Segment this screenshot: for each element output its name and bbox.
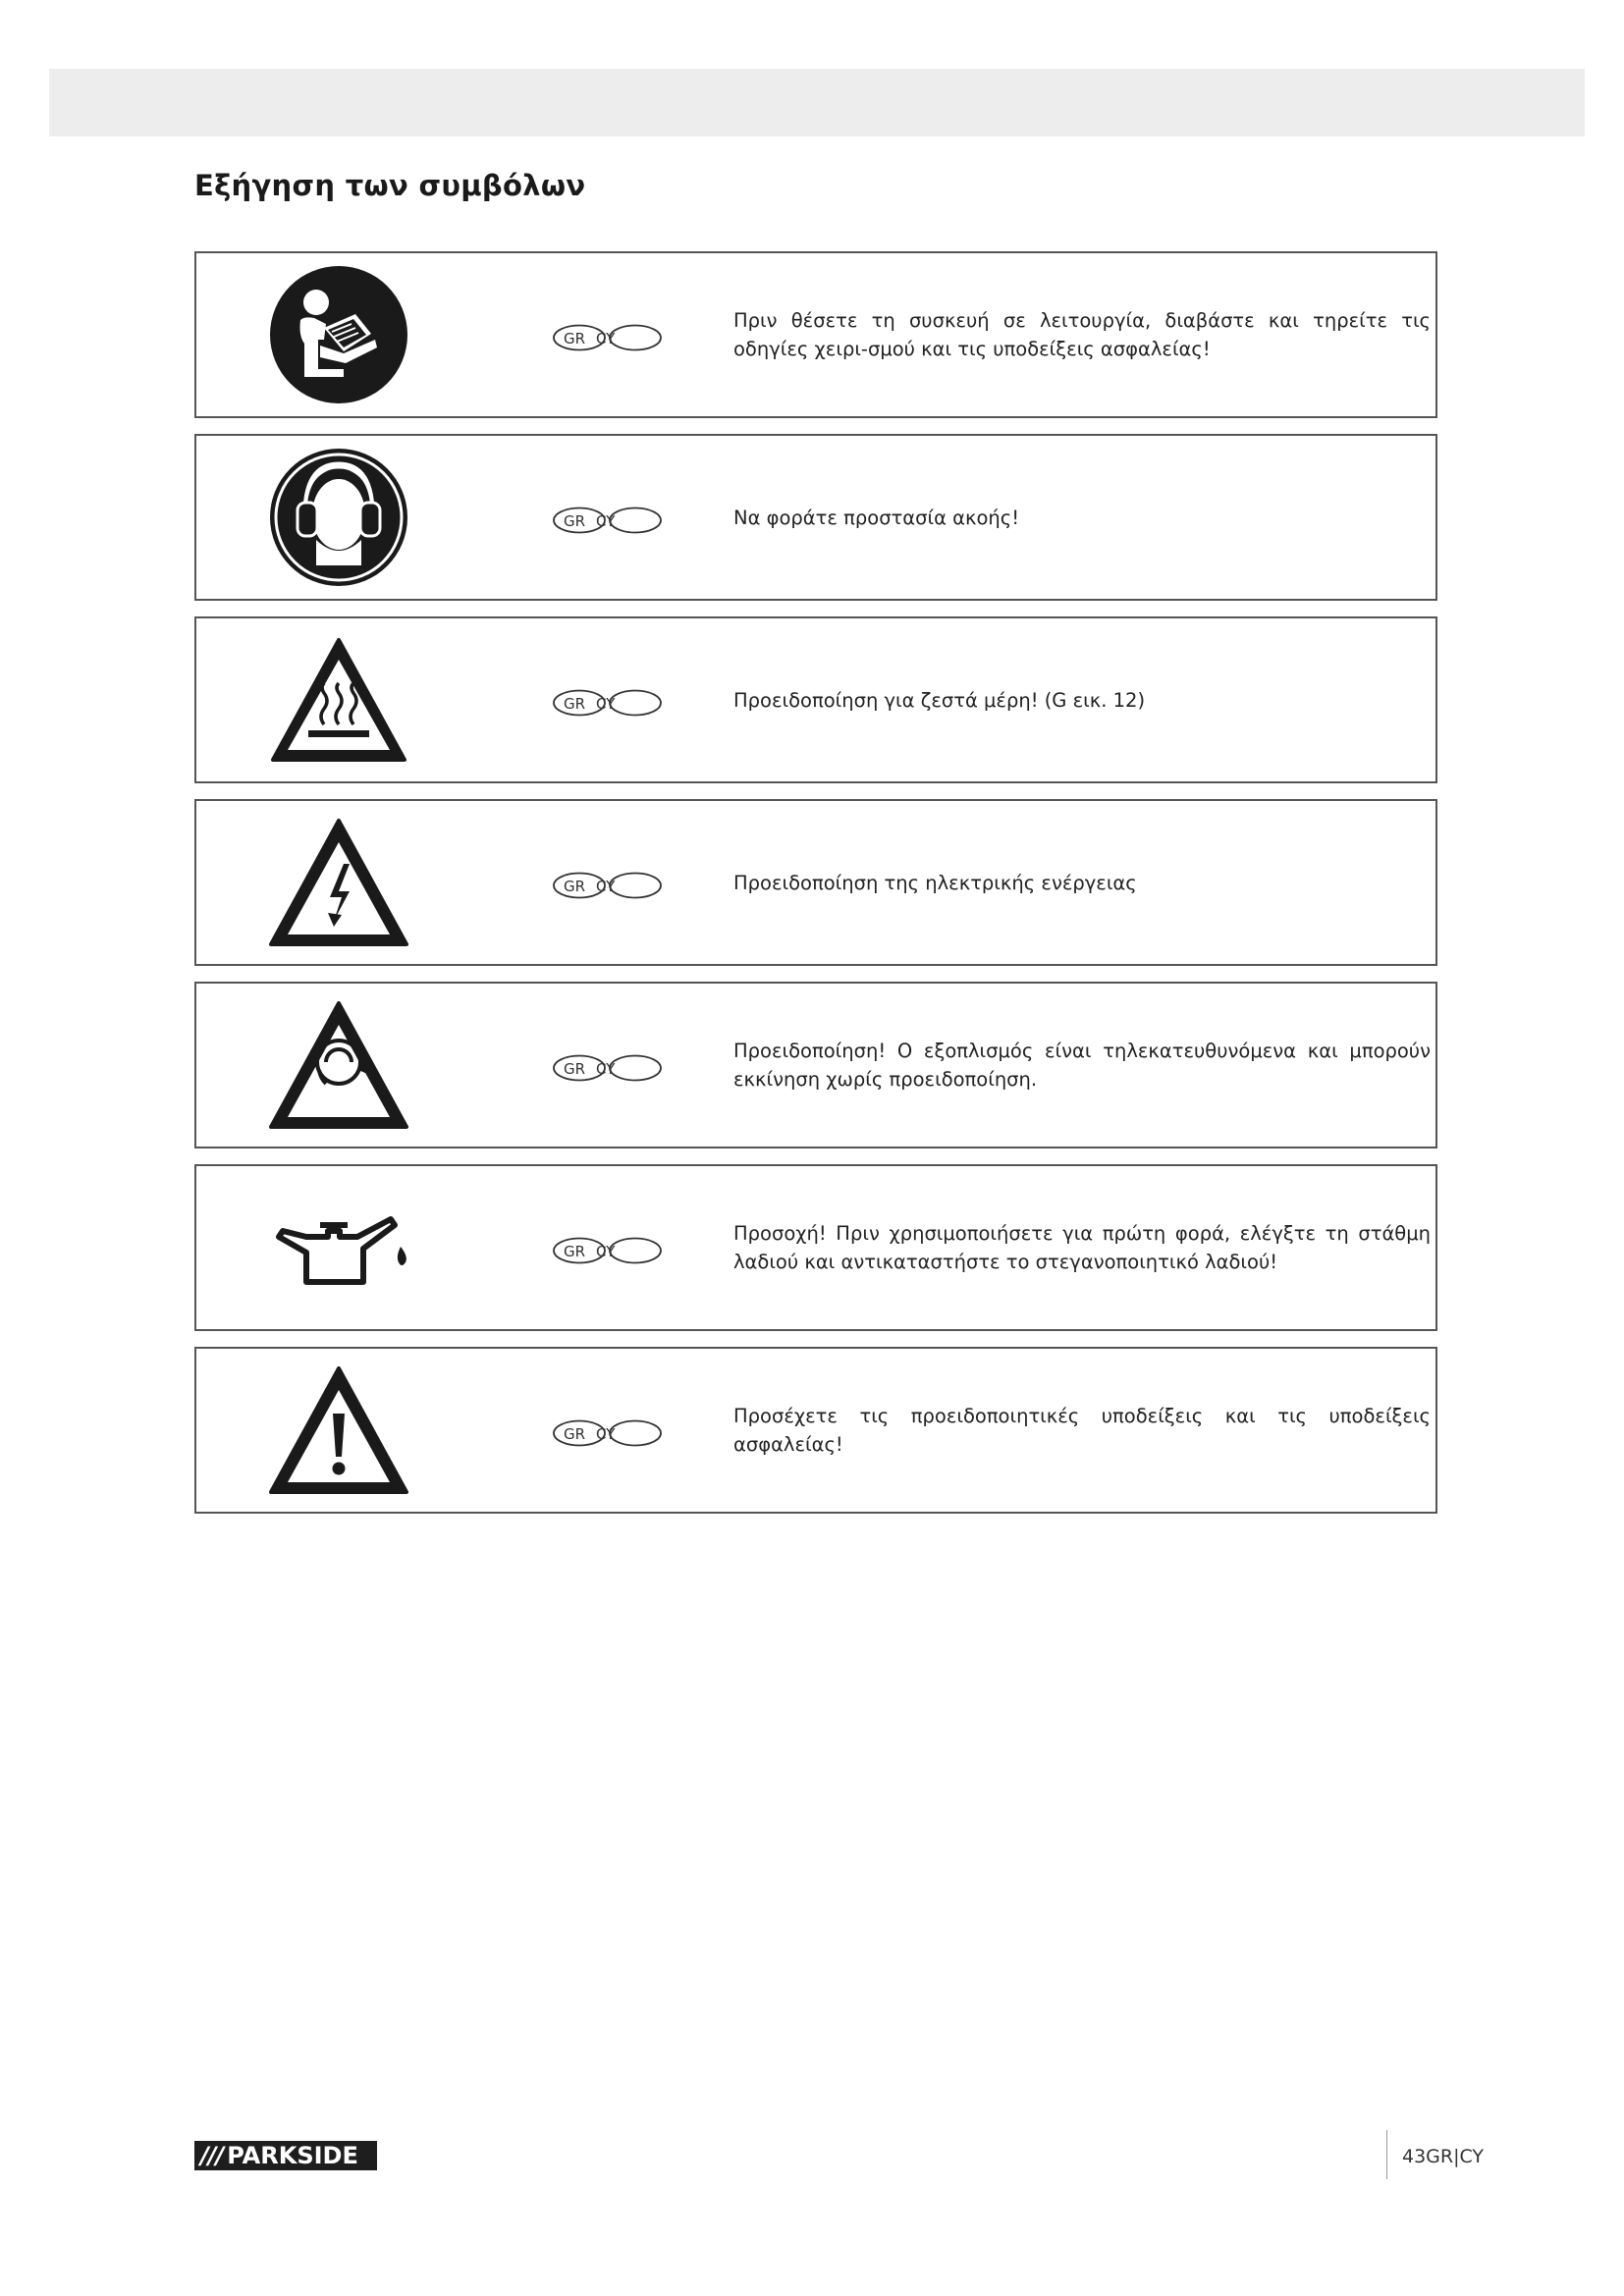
footer-divider — [1386, 2130, 1387, 2179]
badge-cy-label: CY — [596, 1243, 616, 1260]
header-band — [49, 69, 1585, 136]
badge-gr-label: GR — [564, 1060, 586, 1078]
parkside-logo: /// PARKSIDE — [194, 2141, 377, 2170]
read-manual-icon — [265, 263, 412, 406]
country-badge — [551, 323, 665, 352]
electrical-hazard-warning-icon — [265, 811, 412, 954]
badge-gr-label: GR — [564, 1425, 586, 1443]
symbol-row — [194, 982, 1437, 1148]
badge-gr-label: GR — [564, 512, 586, 530]
symbol-description: Πριν θέσετε τη συσκευή σε λειτουργία, διαβάστε και τηρείτε τις οδηγίες χειρι-σμού και τις υποδείξεις ασφαλείας! — [733, 309, 1431, 360]
automatic-start-warning-icon — [265, 993, 412, 1137]
country-badge — [551, 1236, 665, 1265]
page-title: Εξήγηση των συμβόλων — [194, 169, 586, 202]
symbol-row — [194, 616, 1437, 783]
symbol-row — [194, 251, 1437, 418]
hot-surface-warning-icon — [265, 628, 412, 772]
country-badge — [551, 871, 665, 900]
symbol-description: Προσοχή! Πριν χρησιμοποιήσετε για πρώτη φορά, ελέγξτε τη στάθμη λαδιού και αντικαταστήστε το στεγανοποιητικό λαδιού! — [733, 1222, 1431, 1273]
badge-cy-label: CY — [596, 1425, 616, 1443]
symbol-description: Προσέχετε τις προειδοποιητικές υποδείξεις και τις υποδείξεις ασφαλείας! — [733, 1405, 1431, 1456]
symbol-description: Προειδοποίηση της ηλεκτρικής ενέργειας — [733, 871, 1137, 894]
symbol-row — [194, 1347, 1437, 1514]
symbol-description: Προειδοποίηση για ζεστά μέρη! (G εικ. 12) — [733, 688, 1146, 712]
badge-cy-label: CY — [596, 695, 616, 713]
symbol-row — [194, 434, 1437, 601]
oil-can-icon — [265, 1176, 412, 1319]
general-warning-icon — [265, 1359, 412, 1502]
badge-gr-label: GR — [564, 330, 586, 347]
badge-gr-label: GR — [564, 695, 586, 713]
badge-gr-label: GR — [564, 878, 586, 895]
country-badge — [551, 1418, 665, 1448]
symbol-table — [194, 251, 1437, 1529]
badge-cy-label: CY — [596, 878, 616, 895]
hearing-protection-icon — [265, 446, 412, 589]
badge-cy-label: CY — [596, 512, 616, 530]
country-badge — [551, 506, 665, 535]
country-badge — [551, 1053, 665, 1083]
page-number: 43GR|CY — [1402, 2146, 1485, 2167]
symbol-row — [194, 1164, 1437, 1331]
badge-cy-label: CY — [596, 330, 616, 347]
symbol-row — [194, 799, 1437, 966]
badge-gr-label: GR — [564, 1243, 586, 1260]
symbol-description: Να φοράτε προστασία ακοής! — [733, 506, 1020, 529]
symbol-description: Προειδοποίηση! Ο εξοπλισμός είναι τηλεκατευθυνόμενα και μπορούν εκκίνηση χωρίς προειδοποίηση. — [733, 1040, 1431, 1091]
country-badge — [551, 688, 665, 718]
badge-cy-label: CY — [596, 1060, 616, 1078]
